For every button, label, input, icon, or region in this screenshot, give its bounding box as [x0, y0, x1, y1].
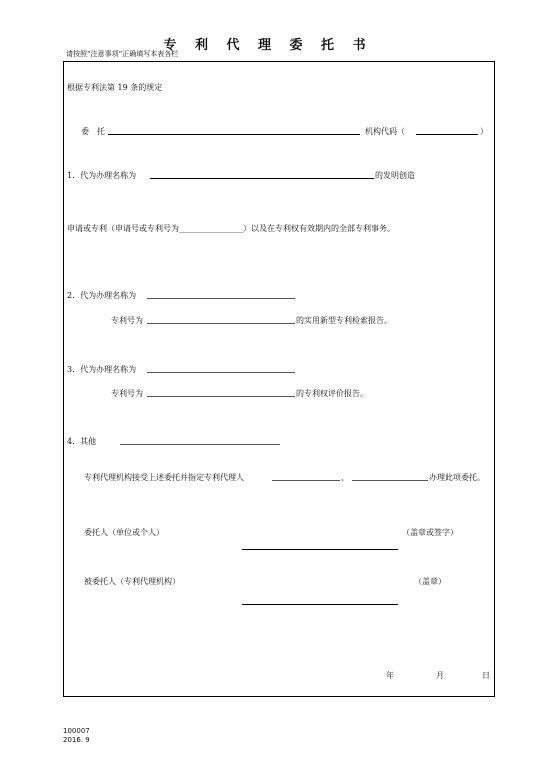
item2-name-field[interactable]: [147, 298, 295, 299]
entrust-name-field[interactable]: [108, 134, 360, 135]
item2-label: 2．代为办理名称为: [67, 291, 137, 300]
fill-instruction: 请按照“注意事项”正确填写本表各栏: [66, 50, 179, 58]
date-month: 月: [436, 671, 444, 680]
date-day: 日: [482, 671, 490, 680]
org-code-field[interactable]: [416, 134, 478, 135]
item3-suffix: 的专利权评价报告。: [296, 389, 368, 398]
principal-signature-field[interactable]: [242, 549, 398, 550]
item4-label: 4．其他: [67, 437, 97, 446]
item3-patent-field[interactable]: [147, 396, 295, 397]
agent-label: 被委托人（专利代理机构）: [84, 577, 180, 586]
item3-name-field[interactable]: [147, 372, 295, 373]
item3-label: 3．代为办理名称为: [67, 365, 137, 374]
agency-text-b: 办理此项委托。: [429, 473, 485, 482]
item1-suffix: 的发明创造: [375, 171, 415, 180]
agent-note: （盖章）: [414, 577, 446, 586]
form-version-date: 2016. 9: [63, 736, 90, 744]
date-year: 年: [386, 671, 394, 680]
item1-name-field[interactable]: [150, 178, 374, 179]
principal-label: 委托人（单位或个人）: [84, 528, 164, 537]
form-frame: [63, 61, 495, 697]
intro-text: 根据专利法第 19 条的规定: [67, 83, 163, 92]
org-code-close: ）: [480, 127, 488, 136]
item4-other-field[interactable]: [120, 444, 280, 445]
principal-note: （盖章或签字）: [402, 528, 458, 537]
agent-1-field[interactable]: [272, 480, 340, 481]
document-title: 专 利 代 理 委 托 书: [163, 38, 373, 53]
agency-separator: 、: [341, 473, 349, 482]
item2-suffix: 的实用新型专利检索报告。: [296, 316, 392, 325]
item2-patent-label: 专利号为: [111, 316, 143, 325]
item1-label: 1．代为办理名称为: [67, 171, 137, 180]
entrust-label: 委 托: [81, 127, 105, 136]
item2-patent-field[interactable]: [147, 323, 295, 324]
agent-2-field[interactable]: [352, 480, 428, 481]
item3-patent-label: 专利号为: [111, 389, 143, 398]
agent-seal-field[interactable]: [242, 604, 398, 605]
form-code: 100007: [63, 727, 90, 735]
application-text: 申请或专利（申请号或专利号为________________）以及在专利权有效期内的全部专利事务。: [67, 224, 395, 233]
org-code-label: 机构代码（: [365, 127, 405, 136]
agency-text-a: 专利代理机构接受上述委托并指定专利代理人: [84, 473, 244, 482]
